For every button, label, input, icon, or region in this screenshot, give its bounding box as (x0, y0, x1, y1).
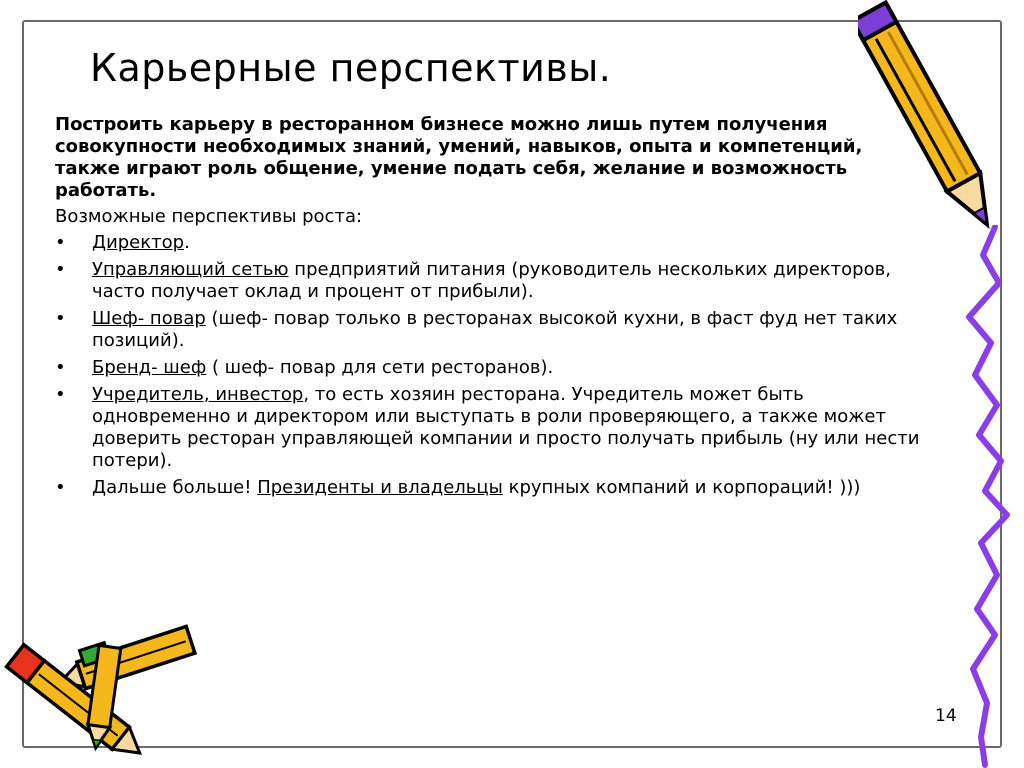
list-item-link[interactable]: Шеф- повар (92, 308, 206, 329)
bullet-marker: • (55, 477, 66, 498)
list-item (55, 232, 935, 254)
list-item-text: , то есть хозяин ресторана. Учредитель может быть одновременно и директором или выступать в роли проверяющего, а также может доверить ресторан управляющей компании и просто получать прибыль (ну или нести потери). (92, 384, 920, 471)
list-item-prefix: Дальше больше! (92, 477, 258, 498)
list-item-link[interactable]: Управляющий сетью (92, 259, 289, 280)
squiggle-line (955, 225, 1024, 768)
list-item-link[interactable]: Бренд- шеф (92, 357, 207, 378)
list-item (55, 384, 935, 472)
bullet-marker: • (55, 232, 66, 253)
list-item (55, 477, 935, 499)
list-item-text: . (184, 232, 190, 253)
bullet-marker: • (55, 259, 66, 280)
list-item-link[interactable]: Учредитель, инвестор (92, 384, 304, 405)
list-item (55, 308, 935, 352)
pencil-icon-bottom-left-2 (0, 636, 160, 768)
intro-paragraph: Построить карьеру в ресторанном бизнесе можно лишь путем получения совокупности необходимых знаний, умений, навыков, опыта и компетенций, также играют роль общение, умение подать себя, желание и возможность работать. (55, 114, 863, 201)
list-item (55, 357, 935, 379)
list-item (55, 259, 935, 303)
bullet-marker: • (55, 357, 66, 378)
list-item-text: предприятий питания (руководитель нескольких директоров, часто получает оклад и процент от прибыли). (92, 259, 891, 302)
pencil-icon-top-right (858, 0, 1008, 250)
list-item-link[interactable]: Президенты и владельцы (257, 477, 503, 498)
list-item-link[interactable]: Директор (92, 232, 185, 253)
list-item-text: крупных компаний и корпораций! ))) (502, 477, 861, 498)
page-number: 14 (935, 706, 957, 726)
list-item-text: (шеф- повар только в ресторанах высокой кухни, в фаст фуд нет таких позиций). (92, 308, 898, 351)
bullet-marker: • (55, 384, 66, 405)
list-item-text: ( шеф- повар для сети ресторанов). (206, 357, 554, 378)
growth-subheading: Возможные перспективы роста: (55, 206, 363, 227)
slide-title: Карьерные перспективы. (90, 46, 612, 90)
bullet-marker: • (55, 308, 66, 329)
growth-list (55, 232, 935, 504)
